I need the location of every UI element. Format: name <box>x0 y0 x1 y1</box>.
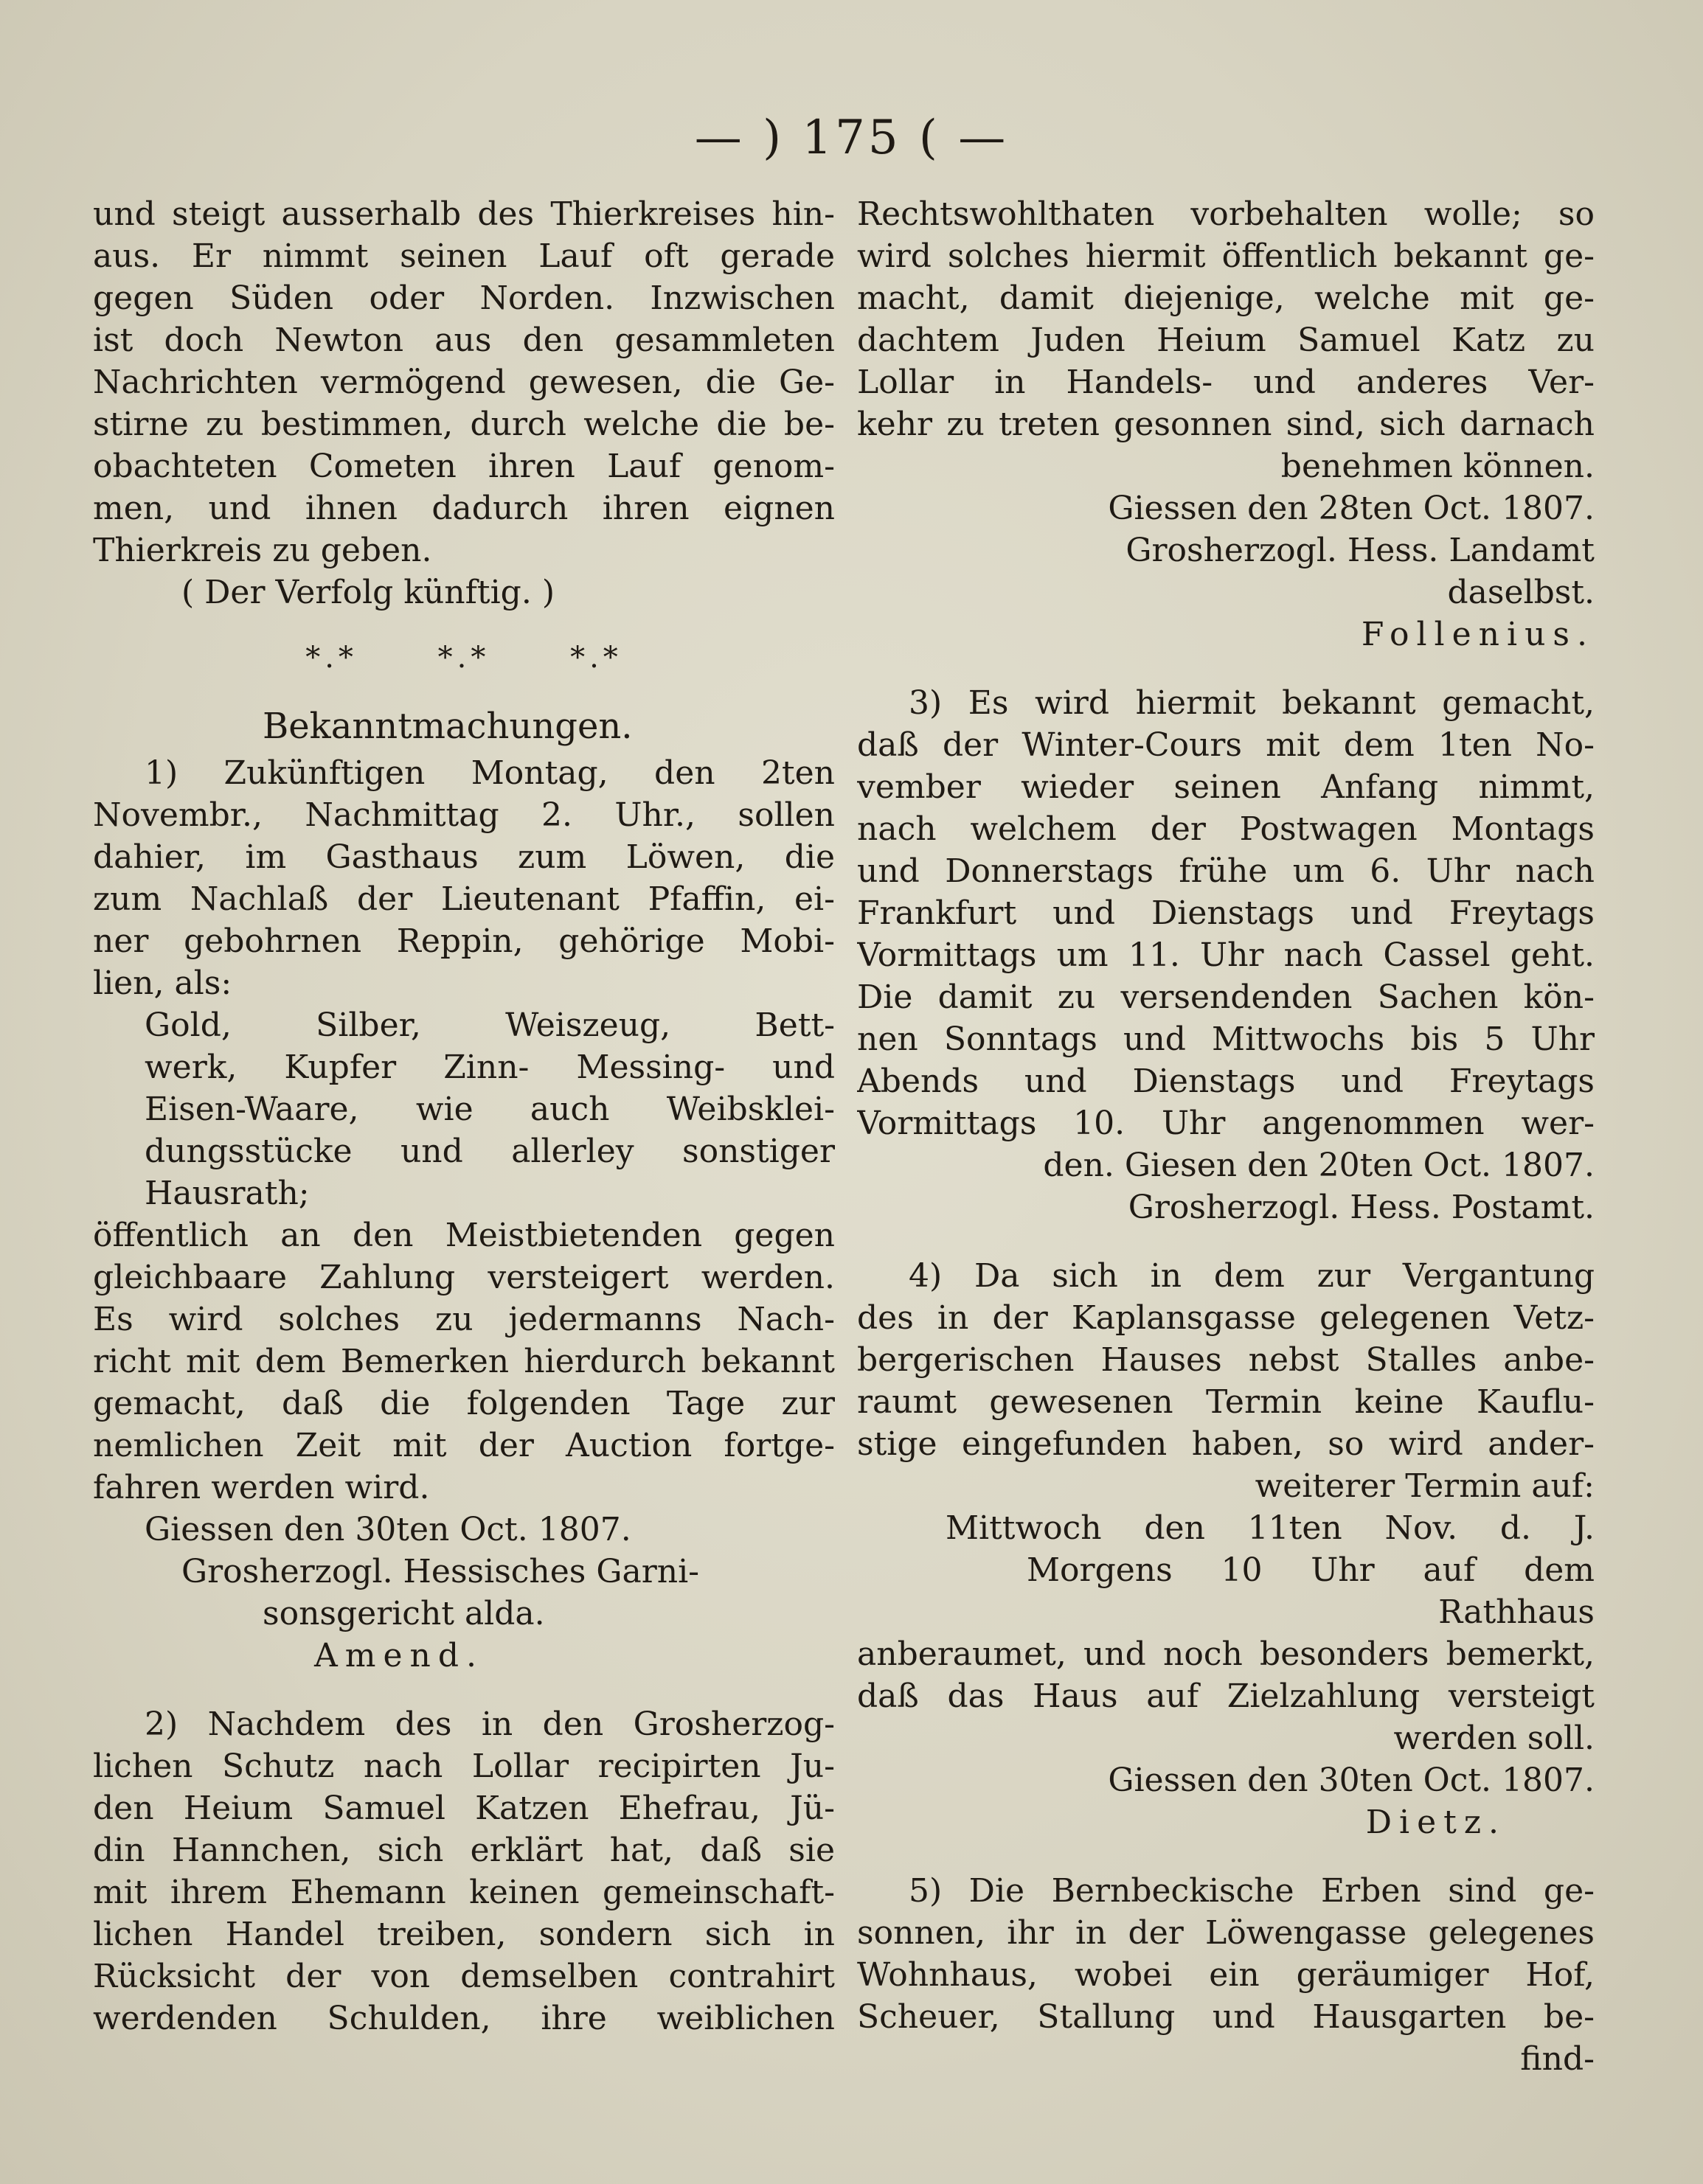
text-line: Vormittags 10. Uhr angenommen wer- <box>857 1105 1595 1142</box>
text-line: öffentlich an den Meistbietenden gegen <box>93 1217 835 1254</box>
notice-signature: Dietz. <box>1365 1804 1506 1841</box>
term-line: Mittwoch den 11ten Nov. d. J. <box>946 1509 1595 1547</box>
text-line: werden soll. <box>1393 1719 1595 1757</box>
text-line: 2) Nachdem des in den Grosherzog- <box>145 1705 835 1743</box>
text-line: lichen Schutz nach Lollar recipirten Ju- <box>93 1747 835 1785</box>
text-line: und steigt ausserhalb des Thierkreises hin- <box>93 195 835 233</box>
section-heading: Bekanntmachungen. <box>263 706 633 747</box>
text-line: gemacht, daß die folgenden Tage zur <box>93 1385 835 1422</box>
text-line: men, und ihnen dadurch ihren eignen <box>93 490 835 527</box>
term-line: Rathhaus <box>1438 1593 1595 1631</box>
notice-issuer: Grosherzogl. Hess. Landamt <box>1125 532 1595 569</box>
notice-date: Giessen den 28ten Oct. 1807. <box>1108 490 1595 527</box>
notice-signature: Follenius. <box>1361 616 1595 653</box>
text-line: nen Sonntags und Mittwochs bis 5 Uhr <box>857 1020 1595 1058</box>
text-line: Vormittags um 11. Uhr nach Cassel geht. <box>857 936 1595 974</box>
ornament: *.* <box>305 641 358 675</box>
text-line: richt mit dem Bemerken hierdurch bekannt <box>93 1343 835 1380</box>
text-line: Wohnhaus, wobei ein geräumiger Hof, <box>857 1956 1595 1994</box>
text-line: 3) Es wird hiermit bekannt gemacht, <box>909 684 1595 722</box>
continued-note: ( Der Verfolg künftig. ) <box>181 574 555 611</box>
text-line: daß das Haus auf Zielzahlung versteigt <box>857 1677 1595 1715</box>
text-line: vember wieder seinen Anfang nimmt, <box>857 768 1595 806</box>
left-column <box>93 193 835 2039</box>
text-line: daß der Winter-Cours mit dem 1ten No- <box>857 726 1595 764</box>
item-line: Gold, Silber, Weiszeug, Bett- <box>145 1006 835 1044</box>
term-line: Morgens 10 Uhr auf dem <box>1027 1551 1595 1589</box>
text-line: des in der Kaplansgasse gelegenen Vetz- <box>857 1299 1595 1337</box>
text-line: 1) Zukünftigen Montag, den 2ten <box>145 754 835 792</box>
notice-date: Giessen den 30ten Oct. 1807. <box>1108 1762 1595 1799</box>
text-line: weiterer Termin auf: <box>1255 1467 1595 1505</box>
text-line: wird solches hiermit öffentlich bekannt ge- <box>857 237 1595 275</box>
text-line: gegen Süden oder Norden. Inzwischen <box>93 279 835 317</box>
ornament: *.* <box>570 641 622 675</box>
text-line: Lollar in Handels- und anderes Ver- <box>857 364 1595 401</box>
text-line: Scheuer, Stallung und Hausgarten be- <box>857 1998 1595 2036</box>
item-line: Eisen-Waare, wie auch Weibsklei- <box>145 1091 835 1128</box>
text-line: lichen Handel treiben, sondern sich in <box>93 1916 835 1953</box>
text-line: din Hannchen, sich erklärt hat, daß sie <box>93 1832 835 1869</box>
ornament: *.* <box>437 641 490 675</box>
text-line: kehr zu treten gesonnen sind, sich darnach <box>857 406 1595 443</box>
text-line: werdenden Schulden, ihre weiblichen <box>93 2000 835 2037</box>
text-line: raumt gewesenen Termin keine Kauflu- <box>857 1383 1595 1421</box>
text-line: gleichbaare Zahlung versteigert werden. <box>93 1259 835 1296</box>
item-line: dungsstücke und allerley sonstiger <box>145 1133 835 1170</box>
item-line: werk, Kupfer Zinn- Messing- und <box>145 1048 835 1086</box>
text-line: 4) Da sich in dem zur Vergantung <box>909 1257 1595 1295</box>
text-line: dachtem Juden Heium Samuel Katz zu <box>857 321 1595 359</box>
right-column <box>857 193 1595 2080</box>
text-line: Nachrichten vermögend gewesen, die Ge- <box>93 364 835 401</box>
text-line: bergerischen Hauses nebst Stalles anbe- <box>857 1341 1595 1379</box>
notice-issuer: sonsgericht alda. <box>263 1595 545 1632</box>
catchword: find- <box>1520 2040 1595 2078</box>
text-line: Abends und Dienstags und Freytags <box>857 1063 1595 1100</box>
page-number-header: — ) 175 ( — <box>694 111 1009 165</box>
text-line: Es wird solches zu jedermanns Nach- <box>93 1301 835 1338</box>
text-line: mit ihrem Ehemann keinen gemeinschaft- <box>93 1874 835 1911</box>
text-line: Frankfurt und Dienstags und Freytags <box>857 894 1595 932</box>
text-line: Die damit zu versendenden Sachen kön- <box>857 978 1595 1016</box>
text-line: und Donnerstags frühe um 6. Uhr nach <box>857 852 1595 890</box>
text-line: macht, damit diejenige, welche mit ge- <box>857 279 1595 317</box>
text-line: den. Giesen den 20ten Oct. 1807. <box>1043 1147 1595 1184</box>
ornament-divider <box>93 613 835 687</box>
text-line: dahier, im Gasthaus zum Löwen, die <box>93 838 835 876</box>
text-line: zum Nachlaß der Lieutenant Pfaffin, ei- <box>93 880 835 918</box>
item-line: Hausrath; <box>145 1175 310 1212</box>
text-line: Thierkreis zu geben. <box>93 532 432 569</box>
text-line: Novembr., Nachmittag 2. Uhr., sollen <box>93 796 835 834</box>
text-line: benehmen können. <box>1280 448 1595 485</box>
text-line: Rücksicht der von demselben contrahirt <box>93 1958 835 1995</box>
text-line: nach welchem der Postwagen Montags <box>857 810 1595 848</box>
text-line: anberaumet, und noch besonders bemerkt, <box>857 1635 1595 1673</box>
notice-issuer: Grosherzogl. Hessisches Garni- <box>181 1553 700 1590</box>
text-line: stirne zu bestimmen, durch welche die be- <box>93 406 835 443</box>
notice-date: Giessen den 30ten Oct. 1807. <box>145 1511 631 1548</box>
text-line: aus. Er nimmt seinen Lauf oft gerade <box>93 237 835 275</box>
text-line: 5) Die Bernbeckische Erben sind ge- <box>909 1872 1595 1910</box>
notice-signature: Amend. <box>314 1637 485 1674</box>
text-line: sonnen, ihr in der Löwengasse gelegenes <box>857 1914 1595 1952</box>
text-line: fahren werden wird. <box>93 1469 430 1506</box>
text-line: lien, als: <box>93 964 232 1002</box>
text-line: den Heium Samuel Katzen Ehefrau, Jü- <box>93 1790 835 1827</box>
text-line: ner gebohrnen Reppin, gehörige Mobi- <box>93 922 835 960</box>
text-line: nemlichen Zeit mit der Auction fortge- <box>93 1427 835 1464</box>
text-line: Rechtswohlthaten vorbehalten wolle; so <box>857 195 1595 233</box>
text-line: stige eingefunden haben, so wird ander- <box>857 1425 1595 1463</box>
notice-issuer: daselbst. <box>1447 574 1595 611</box>
text-line: obachteten Cometen ihren Lauf genom- <box>93 448 835 485</box>
text-line: ist doch Newton aus den gesammleten <box>93 321 835 359</box>
notice-issuer: Grosherzogl. Hess. Postamt. <box>1128 1189 1595 1226</box>
